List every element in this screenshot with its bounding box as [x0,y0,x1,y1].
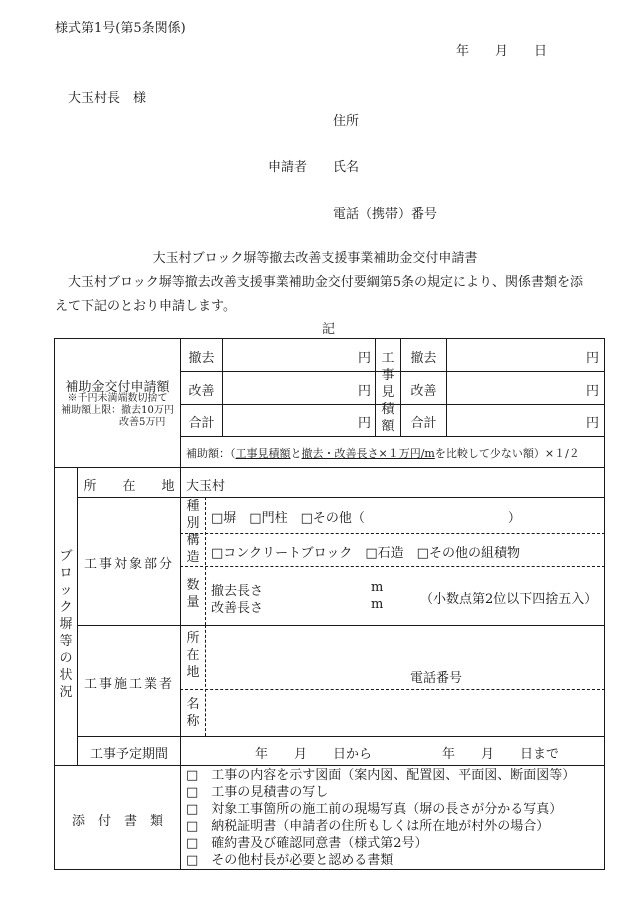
intro-line-1: 大玉村ブロック塀等撤去改善支援事業補助金交付要綱第5条の規定により、関係書類を添 [68,275,584,290]
type-options: □塀 □門柱 □その他（ ） [211,511,521,526]
address-label: 住所 [333,114,360,129]
subsidy-row-total: 合計 [188,416,215,431]
subsidy-yen-removal: 円 [358,351,372,366]
removal-length-unit: m [371,580,384,595]
improve-length-unit: m [371,597,384,612]
intro-line-2: えて下記のとおり申請します。 [55,299,236,314]
subsidy-yen-total: 円 [358,416,372,431]
subsidy-formula: 補助額：（工事見積額と撤去・改善長さ×１万円/mを比較して少ない額）×１/２ [186,447,580,460]
contractor-name-label: 名称 [186,697,200,729]
estimate-row-removal: 撤去 [410,351,437,366]
structure-options: □コンクリートブロック □石造 □その他の組積物 [211,546,520,561]
subsidy-note-3: 改善5万円 [119,417,166,428]
subsidy-row-removal: 撤去 [188,351,215,366]
date-line: 年 月 日 [456,44,548,59]
contractor-label: 工事施工業者 [83,677,174,692]
phone-label: 電話（携帯）番号 [333,207,438,222]
type-label: 種別 [186,499,200,531]
improve-length-label: 改善長さ [211,601,264,616]
attachment-item: □ 対象工事箇所の施工前の現場写真（塀の長さが分かる写真） [186,802,563,817]
estimate-row-improve: 改善 [410,384,437,399]
contractor-address-label: 所在地 [186,631,200,680]
rounding-note: （小数点第2位以下四捨五入） [420,592,598,607]
attachment-item: □ 工事の内容を示す図面（案内図、配置図、平面図、断面図等） [186,768,576,783]
subsidy-note-2: 補助額上限：撤去10万円 [61,405,174,416]
structure-label: 構造 [186,533,200,565]
subsidy-yen-improve: 円 [358,384,372,399]
estimate-yen-removal: 円 [586,351,600,366]
removal-length-label: 撤去長さ [211,584,264,599]
name-label: 氏名 [333,160,360,175]
quantity-label: 数量 [186,578,200,610]
addressee: 大玉村長 様 [68,91,147,106]
contractor-phone-label: 電話番号 [410,671,463,686]
document-title: 大玉村ブロック塀等撤去改善支援事業補助金交付申請書 [152,251,478,266]
location-value: 大玉村 [186,479,226,494]
schedule-to: 年 月 日まで [442,747,560,762]
estimate-label: 工事見積額 [381,351,395,434]
attachment-item: □ 納税証明書（申請者の住所もしくは所在地が村外の場合） [186,819,550,834]
subsidy-note-1: ※千円未満端数切捨て [67,393,168,404]
subsidy-label: 補助金交付申請額 [65,380,170,395]
work-target-label: 工事対象部分 [83,557,174,572]
subsidy-row-improve: 改善 [188,384,215,399]
location-label: 所 在 地 [83,479,175,494]
estimate-yen-improve: 円 [586,384,600,399]
estimate-row-total: 合計 [410,416,437,431]
schedule-from: 年 月 日から [255,747,373,762]
estimate-yen-total: 円 [586,416,600,431]
attachment-item: □ その他村長が必要と認める書類 [186,853,394,868]
ki-label: 記 [322,322,336,337]
form-number: 様式第1号(第5条関係) [55,21,186,36]
attachment-item: □ 確約書及び確認同意書（様式第2号） [186,836,428,851]
attachment-item: □ 工事の見積書の写し [186,785,329,800]
schedule-label: 工事予定期間 [89,747,168,762]
attachments-label: 添 付 書 類 [71,814,163,829]
status-side-label: ブロック塀等の状況 [59,549,73,700]
attachments-list [186,767,575,869]
applicant-label: 申請者 [268,160,308,175]
